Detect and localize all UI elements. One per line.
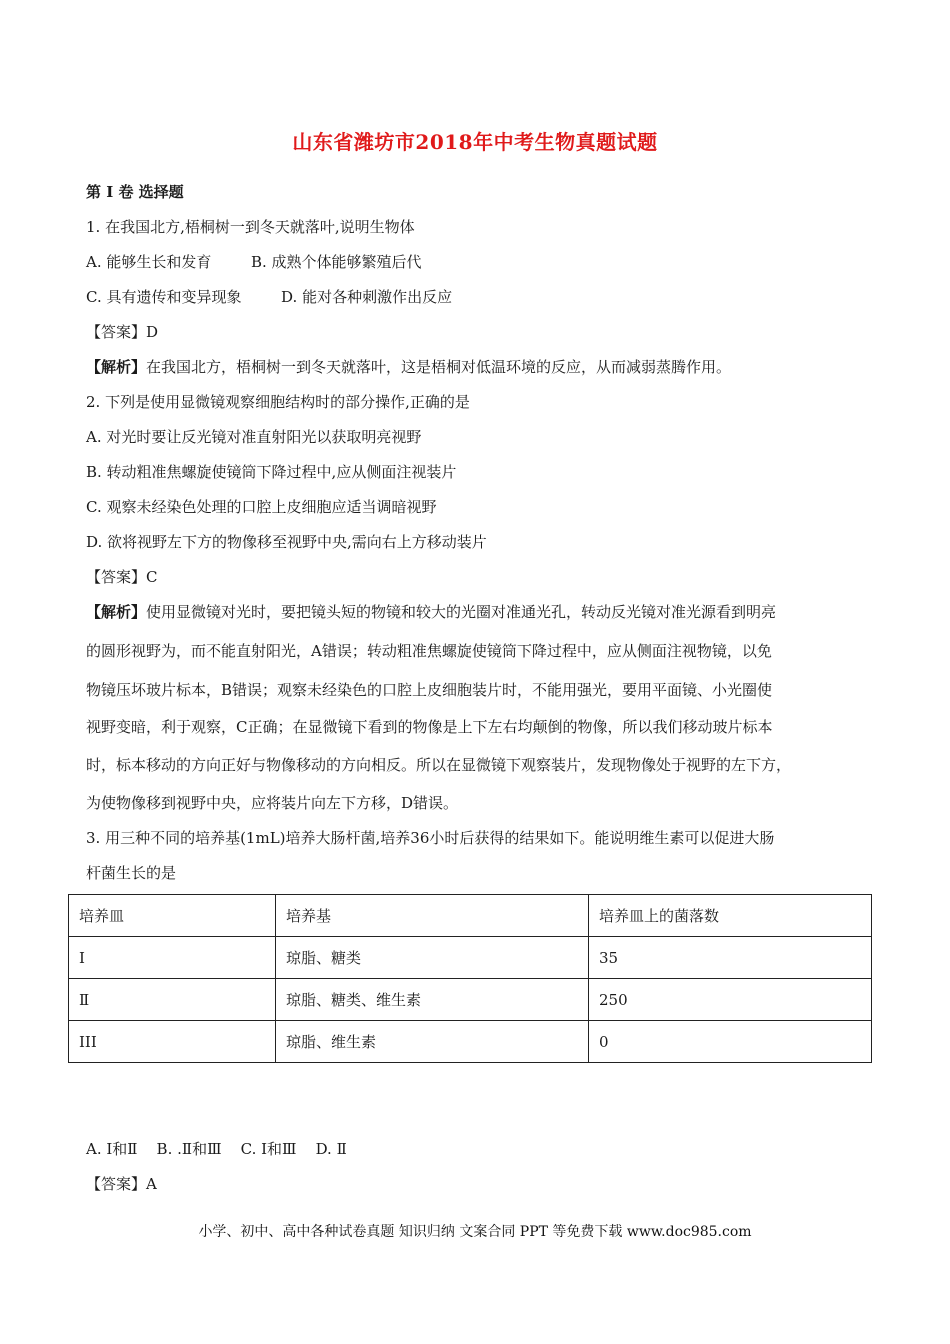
table-cell: 250 [589, 979, 872, 1021]
q2-analysis-line-6: 为使物像移到视野中央，应将装片向左下方移，D错误。 [86, 794, 459, 812]
q2-analysis-text-1: 使用显微镜对光时，要把镜头短的物镜和较大的光圈对准通光孔，转动反光镜对准光源看到明亮 [146, 603, 777, 621]
q1-analysis-text: 在我国北方，梧桐树一到冬天就落叶，这是梧桐对低温环境的反应，从而减弱蒸腾作用。 [146, 358, 732, 376]
table-header-cell: 培养皿上的菌落数 [589, 895, 872, 937]
answer-label: 【答案】 [86, 568, 147, 586]
q2-option-b: B. 转动粗准焦螺旋使镜筒下降过程中,应从侧面注视装片 [86, 463, 457, 481]
q1-options-ab [86, 251, 422, 272]
q1-option-d: D. 能对各种刺激作出反应 [281, 288, 453, 306]
q1-option-b: B. 成熟个体能够繁殖后代 [250, 253, 422, 271]
q1-options-cd [86, 286, 452, 307]
q2-analysis-line-3: 物镜压坏玻片标本，B错误；观察未经染色的口腔上皮细胞装片时，不能用强光，要用平面镜、小光圈使 [86, 681, 773, 699]
q3-answer-value: A [146, 1175, 157, 1193]
table-cell: 琼脂、糖类 [276, 937, 589, 979]
section-heading: 第 I 卷 选择题 [86, 183, 184, 201]
q2-option-a: A. 对光时要让反光镜对准直射阳光以获取明亮视野 [86, 428, 422, 446]
q2-stem: 2. 下列是使用显微镜观察细胞结构时的部分操作,正确的是 [86, 393, 470, 411]
q2-analysis-line-1 [86, 601, 776, 622]
q2-option-d: D. 欲将视野左下方的物像移至视野中央,需向右上方移动装片 [86, 533, 487, 551]
table-header-row [69, 895, 872, 937]
q2-option-c: C. 观察未经染色处理的口腔上皮细胞应适当调暗视野 [86, 498, 437, 516]
table-cell: I [69, 937, 276, 979]
results-table [68, 894, 872, 1063]
table-row [69, 1021, 872, 1063]
q3-stem-line-2: 杆菌生长的是 [86, 864, 177, 882]
table-cell: 琼脂、糖类、维生素 [276, 979, 589, 1021]
q3-stem-line-1: 3. 用三种不同的培养基(1mL)培养大肠杆菌,培养36小时后获得的结果如下。能说明维生素可以促进大肠 [86, 829, 775, 847]
q1-stem: 1. 在我国北方,梧桐树一到冬天就落叶,说明生物体 [86, 218, 415, 236]
q1-answer [86, 321, 158, 342]
table-cell: 琼脂、维生素 [276, 1021, 589, 1063]
answer-label: 【答案】 [86, 1175, 147, 1193]
table-cell: Ⅱ [69, 979, 276, 1021]
table-header-cell: 培养皿 [69, 895, 276, 937]
table-header-cell: 培养基 [276, 895, 589, 937]
table-row [69, 937, 872, 979]
analysis-label: 【解析】 [86, 358, 147, 376]
table-cell: III [69, 1021, 276, 1063]
q1-answer-value: D [146, 323, 159, 341]
q2-analysis-line-2: 的圆形视野为，而不能直射阳光，A错误；转动粗准焦螺旋使镜筒下降过程中，应从侧面注视物镜，以免 [86, 642, 772, 660]
q1-option-c: C. 具有遗传和变异现象 [86, 288, 242, 306]
q2-answer-value: C [146, 568, 158, 586]
q1-option-a: A. 能够生长和发育 [86, 253, 212, 271]
q2-answer [86, 566, 158, 587]
q3-options: A. Ⅰ和Ⅱ B. .Ⅱ和Ⅲ C. Ⅰ和Ⅲ D. Ⅱ [86, 1140, 347, 1158]
table-cell: 35 [589, 937, 872, 979]
answer-label: 【答案】 [86, 323, 147, 341]
q2-analysis-line-4: 视野变暗，利于观察，C正确；在显微镜下看到的物像是上下左右均颠倒的物像，所以我们移动玻片标本 [86, 718, 773, 736]
analysis-label: 【解析】 [86, 603, 147, 621]
q3-answer [86, 1173, 157, 1194]
table-cell: 0 [589, 1021, 872, 1063]
document-title: 山东省潍坊市2018年中考生物真题试题 [292, 130, 658, 154]
table-row [69, 979, 872, 1021]
q1-analysis [86, 356, 731, 377]
q2-analysis-line-5: 时，标本移动的方向正好与物像移动的方向相反。所以在显微镜下观察装片，发现物像处于视野的左下方， [86, 756, 792, 774]
page-footer: 小学、初中、高中各种试卷真题 知识归纳 文案合同 PPT 等免费下载 www.doc985.com [198, 1224, 752, 1240]
